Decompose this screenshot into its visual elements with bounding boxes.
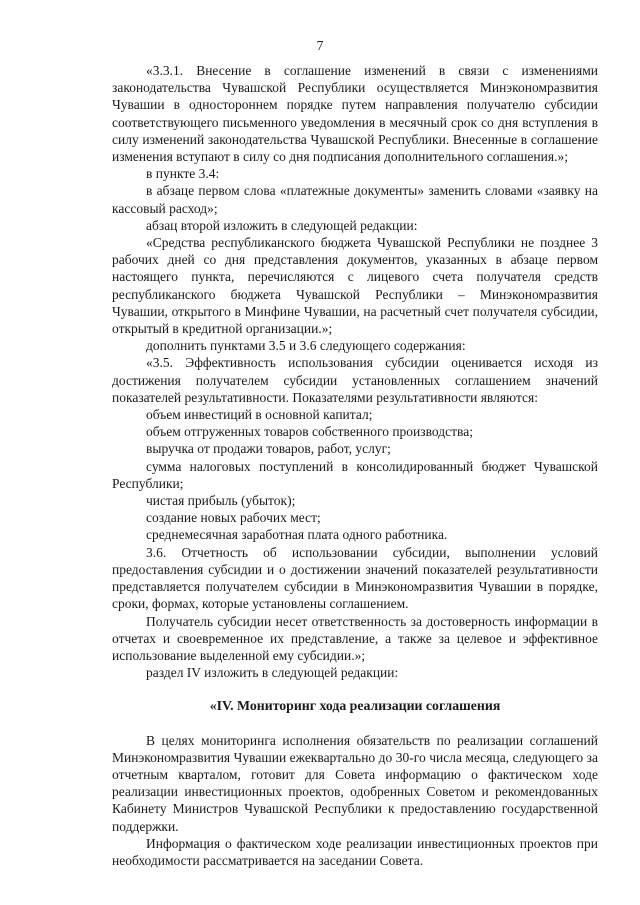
- list-item: сумма налоговых поступлений в консолидированный бюджет Чувашской Республики;: [112, 458, 598, 491]
- paragraph: «3.5. Эффективность использования субсидии оценивается исходя из достижения получателем субсидии установленных соглашением значений показателей результативности. Показателями результативности являются:: [112, 355, 598, 405]
- section-heading: «IV. Мониторинг хода реализации соглашения: [209, 698, 501, 714]
- paragraph: Получатель субсидии несет ответственность за достоверность информации в отчетах и своевременное их представление, а также за целевое и эффективное использование выделенной ему субсидии.»;: [112, 613, 598, 663]
- paragraph: в абзаце первом слова «платежные документы» заменить словами «заявку на кассовый расход»;: [112, 183, 598, 216]
- paragraph: в пункте 3.4:: [146, 166, 220, 182]
- document-body: [112, 62, 598, 869]
- paragraph: «3.3.1. Внесение в соглашение изменений в связи с изменениями законодательства Чувашской Республики осуществляется Минэкономразвития Чувашии в одностороннем порядке путем направления получателю субсидии соответствующего письменного уведомления в месячный срок со дня вступления в силу изменений законодательства Чувашской Республики. Внесенные в соглашение изменения вступают в силу со дня подписания дополнительного соглашения.»;: [112, 63, 598, 165]
- paragraph: 3.6. Отчетность об использовании субсидии, выполнении условий предоставления субсидии и о достижении значений показателей результативности представляется получателем субсидии в Минэкономразвития Чувашии в порядке, сроки, формах, которые установлены соглашением.: [112, 544, 598, 612]
- list-item: среднемесячная заработная плата одного работника.: [146, 527, 448, 543]
- page-number: 7: [316, 38, 324, 53]
- paragraph: Информация о фактическом ходе реализации инвестиционных проектов при необходимости рассматривается на заседании Совета.: [112, 835, 598, 868]
- list-item: создание новых рабочих мест;: [146, 510, 321, 526]
- list-item: объем инвестиций в основной капитал;: [146, 407, 373, 423]
- paragraph: дополнить пунктами 3.5 и 3.6 следующего содержания:: [146, 338, 466, 354]
- list-item: объем отгруженных товаров собственного производства;: [146, 424, 473, 440]
- paragraph: В целях мониторинга исполнения обязательств по реализации соглашений Минэкономразвития Чувашии ежеквартально до 30-го числа месяца, следующего за отчетным кварталом, готовит для Совета информацию о фактическом ходе реализации инвестиционных проектов, одобренных Советом и рекомендованных Кабинету Министров Чувашской Республики к предоставлению государственной поддержки.: [112, 732, 598, 834]
- list-item: чистая прибыль (убыток);: [146, 493, 296, 509]
- paragraph: абзац второй изложить в следующей редакции:: [146, 217, 418, 233]
- paragraph: раздел IV изложить в следующей редакции:: [146, 665, 399, 681]
- list-item: выручка от продажи товаров, работ, услуг;: [146, 441, 391, 457]
- paragraph: «Средства республиканского бюджета Чувашской Республики не позднее 3 рабочих дней со дня представления документов, указанных в абзаце первом настоящего пункта, перечисляются с лицевого счета получателя средств республиканского бюджета Чувашской Республики – Минэкономразвития Чувашии, открытого в Минфине Чувашии, на расчетный счет получателя субсидии, открытый в кредитной организации.»;: [112, 235, 598, 337]
